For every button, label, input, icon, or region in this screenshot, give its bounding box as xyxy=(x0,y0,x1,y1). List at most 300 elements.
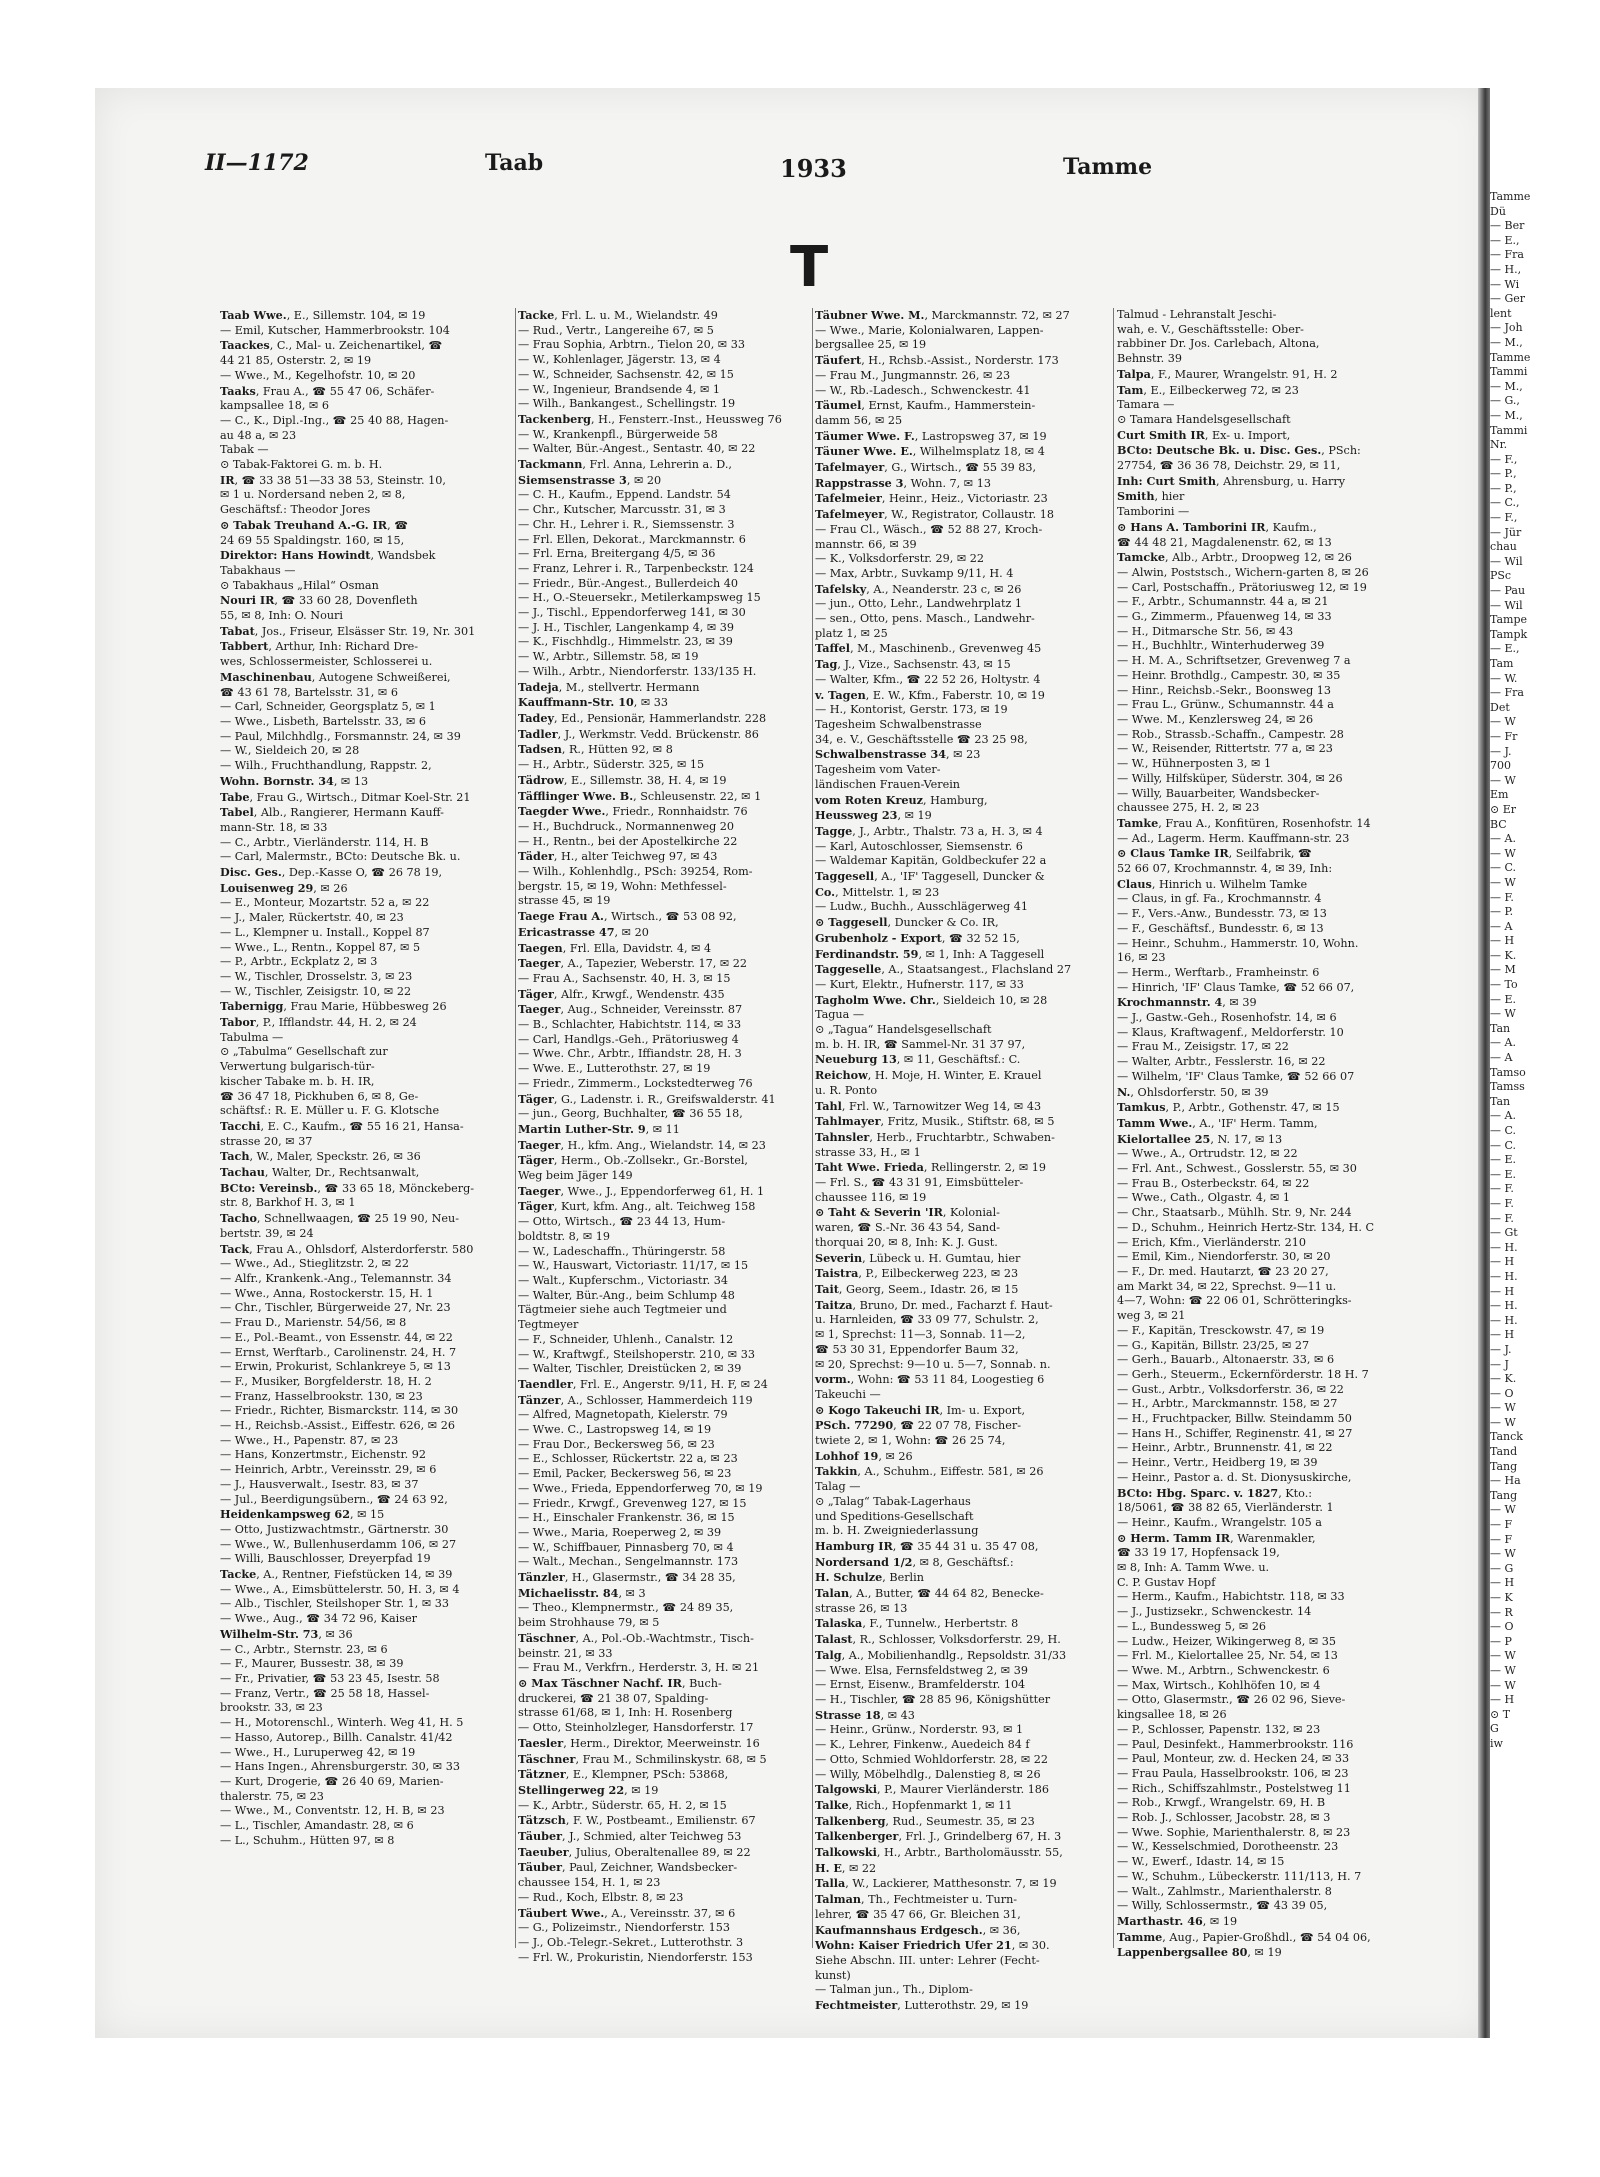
directory-entry-line: bertstr. 39, ✉ 24 xyxy=(220,1226,314,1240)
directory-entry-line: Tadeja, M., stellvertr. Hermann xyxy=(518,679,700,694)
directory-entry-line: kingsallee 18, ✉ 26 xyxy=(1117,1708,1227,1722)
directory-entry-line: — W., Schiffbauer, Pinnasberg 70, ✉ 4 xyxy=(518,1540,734,1554)
adjacent-page-fragment: — C. xyxy=(1490,861,1517,875)
directory-entry-line: Tacke, A., Rentner, Fiefstücken 14, ✉ 39 xyxy=(220,1567,453,1582)
directory-entry-line: Tamme, Aug., Papier-Großhdl., ☎ 54 04 06, xyxy=(1117,1929,1371,1944)
directory-entry-line: — sen., Otto, pens. Masch., Landwehr- xyxy=(815,612,1035,626)
directory-entry-line: — Willy, Schlossermstr., ☎ 43 39 05, xyxy=(1117,1899,1328,1913)
adjacent-page-fragment: lent xyxy=(1490,306,1512,320)
directory-entry-line: — Otto, Justizwachtmstr., Gärtnerstr. 30 xyxy=(220,1522,449,1536)
adjacent-page-fragment: — W xyxy=(1490,1663,1516,1677)
directory-entry-line: — Erwin, Prokurist, Schlankreye 5, ✉ 13 xyxy=(220,1360,451,1374)
directory-entry-line: — H., O.-Steuersekr., Metilerkampsweg 15 xyxy=(518,591,761,605)
adjacent-page-fragment: — C. xyxy=(1490,1124,1517,1137)
directory-entry-line: Kaufmannshaus Erdgesch., ✉ 36, xyxy=(815,1922,1021,1937)
directory-entry-line: — Chr., Staatsarb., Mühlh. Str. 9, Nr. 244 xyxy=(1117,1206,1352,1220)
adjacent-page-fragment: Em xyxy=(1490,788,1509,802)
directory-entry-line: Taaks, Frau A., ☎ 55 47 06, Schäfer- xyxy=(220,383,435,398)
adjacent-page-fragment: — H. xyxy=(1490,1299,1518,1313)
adjacent-page-fragment: — K xyxy=(1490,1591,1513,1604)
directory-entry-line: Tahnsler, Herb., Fruchtarbtr., Schwaben- xyxy=(815,1129,1055,1144)
directory-entry-line: Talg, A., Mobilienhandlg., Repsoldstr. 31/33 xyxy=(815,1647,1067,1662)
directory-entry-line: PSch. 77290, ☎ 22 07 78, Fischer- xyxy=(815,1418,1021,1433)
directory-entry-line: ☎ 44 48 21, Magdalenenstr. 62, ✉ 13 xyxy=(1117,535,1332,549)
adjacent-page-fragment: Dü xyxy=(1490,204,1506,218)
directory-entry-line: — Jul., Beerdigungsübern., ☎ 24 63 92, xyxy=(220,1492,448,1506)
directory-entry-line: — Kurt, Drogerie, ☎ 26 40 69, Marien- xyxy=(220,1774,444,1788)
adjacent-page-fragment: Tanck xyxy=(1490,1430,1523,1444)
adjacent-page-fragment: ⊙ T xyxy=(1490,1707,1511,1721)
directory-entry-line: Taendler, Frl. E., Angerstr. 9/11, H. F, ✉ 24 xyxy=(518,1376,768,1391)
directory-entry-line: Ferdinandstr. 59, ✉ 1, Inh: A Taggesell xyxy=(815,946,1045,961)
directory-entry-line: — Emil, Packer, Beckersweg 56, ✉ 23 xyxy=(518,1467,732,1481)
adjacent-page-fragment: — M., xyxy=(1490,379,1523,393)
adjacent-page-fragment: — Jür xyxy=(1490,525,1522,539)
directory-entry-line: Krochmannstr. 4, ✉ 39 xyxy=(1117,995,1257,1010)
directory-entry-line: — W., Ladeschaffn., Thüringerstr. 58 xyxy=(518,1244,726,1258)
directory-entry-line: ⊙ Tabak-Faktorei G. m. b. H. xyxy=(220,458,383,472)
directory-entry-line: — Kurt, Elektr., Hufnerstr. 117, ✉ 33 xyxy=(815,977,1024,991)
directory-entry-line: 55, ✉ 8, Inh: O. Nouri xyxy=(220,609,343,623)
directory-entry-line: thalerstr. 75, ✉ 23 xyxy=(220,1789,324,1803)
directory-entry-line: Taege Frau A., Wirtsch., ☎ 53 08 92, xyxy=(518,909,737,924)
directory-entry-line: — Walter, Bür.-Angest., Sentastr. 40, ✉ 22 xyxy=(518,442,756,456)
directory-entry-line: — jun., Georg, Buchhalter, ☎ 36 55 18, xyxy=(518,1107,743,1121)
directory-entry-line: — K., Fischhdlg., Himmelstr. 23, ✉ 39 xyxy=(518,635,733,649)
adjacent-page-fragment: 700 xyxy=(1490,759,1511,773)
directory-entry-line: — Wilh., Bankangest., Schellingstr. 19 xyxy=(518,397,736,411)
directory-entry-line: 16, ✉ 23 xyxy=(1117,951,1166,965)
directory-entry-line: Severin, Lübeck u. H. Gumtau, hier xyxy=(815,1250,1021,1265)
directory-entry-line: rabbiner Dr. Jos. Carlebach, Altona, xyxy=(1117,337,1320,351)
directory-entry-line: Tagesheim vom Vater- xyxy=(815,763,941,777)
directory-entry-line: Taackes, C., Mal- u. Zeichenartikel, ☎ xyxy=(220,338,443,353)
directory-entry-line: — Willy, Möbelhdlg., Dalenstieg 8, ✉ 26 xyxy=(815,1767,1041,1781)
directory-entry-line: strasse 45, ✉ 19 xyxy=(518,894,611,908)
directory-entry-line: — Ludw., Heizer, Wikingerweg 8, ✉ 35 xyxy=(1117,1634,1337,1648)
directory-column-1 xyxy=(220,308,525,1953)
adjacent-page-fragment: BC xyxy=(1490,817,1507,831)
adjacent-page-fragment: — Wil xyxy=(1490,598,1523,612)
adjacent-page-fragment: — J xyxy=(1490,1357,1509,1371)
directory-entry-line: — Willi, Bauschlosser, Dreyerpfad 19 xyxy=(220,1552,431,1566)
directory-entry-line: Tänzer, A., Schlosser, Hammerdeich 119 xyxy=(518,1392,753,1407)
directory-entry-line: Marthastr. 46, ✉ 19 xyxy=(1117,1913,1238,1928)
adjacent-page-fragment: Tampe xyxy=(1490,613,1528,627)
directory-entry-line: Tacho, Schnellwaagen, ☎ 25 19 90, Neu- xyxy=(220,1211,459,1226)
adjacent-page-fragment: — F xyxy=(1490,1518,1513,1532)
directory-entry-line: strasse 20, ✉ 37 xyxy=(220,1134,313,1148)
directory-entry-line: — Frl. Erna, Breitergang 4/5, ✉ 36 xyxy=(518,547,716,561)
directory-entry-line: Tegtmeyer xyxy=(518,1318,579,1332)
directory-entry-line: Tacke, Frl. L. u. M., Wielandstr. 49 xyxy=(518,308,718,322)
directory-entry-line: Lappenbergsallee 80, ✉ 19 xyxy=(1117,1945,1282,1960)
adjacent-page-fragment: — To xyxy=(1490,978,1518,992)
directory-entry-line: Takkin, A., Schuhm., Eiffestr. 581, ✉ 26 xyxy=(815,1464,1044,1479)
adjacent-page-fragment: — Ger xyxy=(1490,292,1526,306)
directory-entry-line: BCto: Deutsche Bk. u. Disc. Ges., PSch: xyxy=(1117,443,1361,458)
directory-entry-line: — Wwe. C., Lastropsweg 14, ✉ 19 xyxy=(518,1423,712,1437)
directory-entry-line: — Frl. W., Prokuristin, Niendorferstr. 153 xyxy=(518,1950,753,1964)
directory-entry-line: Neueburg 13, ✉ 11, Geschäftsf.: C. xyxy=(815,1052,1021,1067)
adjacent-page-fragment: — Fra xyxy=(1490,686,1524,700)
directory-entry-line: Direktor: Hans Howindt, Wandsbek xyxy=(220,548,436,563)
directory-entry-line: Talkenberger, Frl. J., Grindelberg 67, H. 3 xyxy=(815,1829,1062,1844)
directory-entry-line: bergsallee 25, ✉ 19 xyxy=(815,338,927,352)
directory-entry-line: — Rob., Strassb.-Schaffn., Campestr. 28 xyxy=(1117,727,1344,741)
directory-entry-line: ☎ 43 61 78, Bartelsstr. 31, ✉ 6 xyxy=(220,685,398,699)
directory-entry-line: ⊙ Max Täschner Nachf. IR, Buch- xyxy=(518,1675,722,1690)
page-number: II—1172 xyxy=(205,150,309,176)
directory-entry-line: boldtstr. 8, ✉ 19 xyxy=(518,1229,610,1243)
directory-entry-line: — Wwe., A., Eimsbüttelerstr. 50, H. 3, ✉ 4 xyxy=(220,1582,460,1596)
directory-entry-line: Täger, Herm., Ob.-Zollsekr., Gr.-Borstel, xyxy=(518,1153,748,1168)
directory-entry-line: Taggesell, A., 'IF' Taggesell, Duncker & xyxy=(815,869,1045,884)
directory-entry-line: Weg beim Jäger 149 xyxy=(518,1169,633,1183)
directory-entry-line: — Frau Sophia, Arbtrn., Tielon 20, ✉ 33 xyxy=(518,338,745,352)
directory-entry-line: Talan, A., Butter, ☎ 44 64 82, Benecke- xyxy=(815,1586,1044,1601)
directory-entry-line: und Speditions-Gesellschaft xyxy=(815,1509,974,1523)
directory-entry-line: — E., Pol.-Beamt., von Essenstr. 44, ✉ 22 xyxy=(220,1330,453,1344)
directory-entry-line: Tabak — xyxy=(220,443,269,457)
directory-entry-line: — Heinr., Grünw., Norderstr. 93, ✉ 1 xyxy=(815,1723,1024,1737)
directory-entry-line: — H., Reichsb.-Assist., Eiffestr. 626, ✉ 26 xyxy=(220,1419,455,1433)
adjacent-page-fragment: Tand xyxy=(1490,1445,1518,1459)
directory-entry-line: — B., Schlachter, Habichtstr. 114, ✉ 33 xyxy=(518,1018,742,1032)
directory-entry-line: 4—7, Wohn: ☎ 22 06 01, Schrötteringks- xyxy=(1117,1294,1352,1308)
adjacent-page-fragment: — F xyxy=(1490,1532,1513,1546)
directory-entry-line: Taistra, P., Eilbeckerweg 223, ✉ 23 xyxy=(815,1266,1019,1281)
directory-entry-line: N., Ohlsdorferstr. 50, ✉ 39 xyxy=(1117,1084,1269,1099)
directory-entry-line: — Frau Paula, Hasselbrookstr. 106, ✉ 23 xyxy=(1117,1766,1349,1780)
directory-entry-line: — Heinr. Brothdlg., Campestr. 30, ✉ 35 xyxy=(1117,668,1341,682)
directory-entry-line: — W., Krankenpfl., Bürgerweide 58 xyxy=(518,427,718,441)
directory-entry-line: — W., Tischler, Zeisigstr. 10, ✉ 22 xyxy=(220,984,412,998)
directory-entry-line: Verwertung bulgarisch-tür- xyxy=(220,1060,375,1074)
adjacent-page-fragment: — G., xyxy=(1490,394,1520,408)
directory-entry-line: — Heinr., Vertr., Heidberg 19, ✉ 39 xyxy=(1117,1456,1318,1470)
directory-entry-line: Nordersand 1/2, ✉ 8, Geschäftsf.: xyxy=(815,1554,1014,1569)
adjacent-page-fragment: Tamso xyxy=(1490,1065,1526,1079)
directory-entry-line: — Wwe. M., Arbtrn., Schwenckestr. 6 xyxy=(1117,1663,1330,1677)
directory-entry-line: ⊙ Tabakhaus „Hilal“ Osman xyxy=(220,578,379,592)
directory-entry-line: Tabbert, Arthur, Inh: Richard Dre- xyxy=(220,639,419,654)
directory-entry-line: — Wwe., H., Papenstr. 87, ✉ 23 xyxy=(220,1433,399,1447)
directory-entry-line: Täger, Alfr., Krwgf., Wendenstr. 435 xyxy=(518,986,725,1001)
directory-entry-line: ⊙ Taggesell, Duncker & Co. IR, xyxy=(815,915,999,930)
directory-entry-line: damm 56, ✉ 25 xyxy=(815,413,903,427)
directory-entry-line: — K., Arbtr., Süderstr. 65, H. 2, ✉ 15 xyxy=(518,1798,727,1812)
adjacent-page-edge xyxy=(1490,190,1600,1950)
directory-entry-line: Taegen, Frl. Ella, Davidstr. 4, ✉ 4 xyxy=(518,940,712,955)
adjacent-page-fragment: — W xyxy=(1490,875,1516,889)
directory-entry-line: 52 66 07, Krochmannstr. 4, ✉ 39, Inh: xyxy=(1117,862,1333,876)
directory-entry-line: Louisenweg 29, ✉ 26 xyxy=(220,880,348,895)
adjacent-page-fragment: Tammi xyxy=(1490,365,1528,379)
directory-entry-line: — Wwe., W., Bullenhuserdamm 106, ✉ 27 xyxy=(220,1537,457,1551)
directory-entry-line: bergstr. 15, ✉ 19, Wohn: Methfessel- xyxy=(518,879,727,893)
directory-entry-line: Tabat, Jos., Friseur, Elsässer Str. 19, Nr. 301 xyxy=(220,623,476,638)
directory-entry-line: ⊙ Tamara Handelsgesellschaft xyxy=(1117,412,1291,426)
adjacent-page-fragment: — P. xyxy=(1490,905,1514,919)
directory-entry-line: — H., Rentn., bei der Apostelkirche 22 xyxy=(518,834,738,848)
adjacent-page-fragment: — H xyxy=(1490,1255,1515,1269)
directory-entry-line: — E., Monteur, Mozartstr. 52 a, ✉ 22 xyxy=(220,896,430,910)
adjacent-page-fragment: Tam xyxy=(1490,657,1514,670)
directory-entry-line: — Otto, Steinholzleger, Hansdorferstr. 17 xyxy=(518,1721,754,1735)
directory-entry-line: m. b. H. Zweigniederlassung xyxy=(815,1524,979,1538)
directory-entry-line: — Emil, Kim., Niendorferstr. 30, ✉ 20 xyxy=(1117,1250,1331,1264)
adjacent-page-fragment: — H. xyxy=(1490,1269,1518,1283)
directory-entry-line: BCto: Hbg. Sparc. v. 1827, Kto.: xyxy=(1117,1485,1313,1500)
adjacent-page-fragment: — J. xyxy=(1490,744,1512,758)
directory-entry-line: Täumel, Ernst, Kaufm., Hammerstein- xyxy=(815,398,1036,413)
directory-entry-line: Taesler, Herm., Direktor, Meerweinstr. 16 xyxy=(518,1735,760,1750)
directory-entry-line: — Wwe., Anna, Rostockerstr. 15, H. 1 xyxy=(220,1286,434,1300)
directory-entry-line: — C., Arbtr., Vierländerstr. 114, H. B xyxy=(220,835,429,849)
adjacent-page-fragment: chau xyxy=(1490,540,1517,554)
directory-entry-line: — H., Fruchtpacker, Billw. Steindamm 50 xyxy=(1117,1412,1352,1426)
adjacent-page-fragment: — E. xyxy=(1490,1167,1517,1181)
directory-entry-line: Talkowski, H., Arbtr., Bartholomäusstr. 55, xyxy=(815,1845,1063,1860)
directory-entry-line: Tafelsky, A., Neanderstr. 23 c, ✉ 26 xyxy=(815,581,1022,596)
directory-entry-line: — Hasso, Autorep., Billh. Canalstr. 41/42 xyxy=(220,1730,453,1744)
directory-entry-line: ☎ 53 30 31, Eppendorfer Baum 32, xyxy=(815,1342,1019,1356)
directory-entry-line: — Walter, Kfm., ☎ 22 52 26, Holtystr. 4 xyxy=(815,672,1041,686)
directory-entry-line: Rappstrasse 3, Wohn. 7, ✉ 13 xyxy=(815,475,991,490)
adjacent-page-fragment: — A. xyxy=(1490,832,1516,846)
directory-entry-line: Hamburg IR, ☎ 35 44 31 u. 35 47 08, xyxy=(815,1538,1039,1553)
directory-entry-line: — F., Arbtr., Schumannstr. 44 a, ✉ 21 xyxy=(1117,595,1329,609)
directory-entry-line: beim Strohhause 79, ✉ 5 xyxy=(518,1616,660,1630)
directory-entry-line: — J., Gastw.-Geh., Rosenhofstr. 14, ✉ 6 xyxy=(1117,1011,1337,1025)
adjacent-page-fragment: — F. xyxy=(1490,1196,1514,1210)
directory-entry-line: — Friedr., Zimmerm., Lockstedterweg 76 xyxy=(518,1076,753,1090)
adjacent-page-fragment: Tamme xyxy=(1490,190,1531,203)
directory-entry-line: — Ad., Lagerm. Herm. Kauffmann-str. 23 xyxy=(1117,831,1350,845)
directory-entry-line: ☎ 33 19 17, Hopfensack 19, xyxy=(1117,1546,1280,1560)
directory-entry-line: str. 8, Barkhof H. 3, ✉ 1 xyxy=(220,1196,356,1210)
directory-entry-line: — W., Schuhm., Lübeckerstr. 111/113, H. 7 xyxy=(1117,1869,1362,1883)
directory-entry-line: — G., Zimmerm., Pfauenweg 14, ✉ 33 xyxy=(1117,610,1332,624)
adjacent-page-fragment: Tang xyxy=(1490,1459,1518,1473)
directory-entry-line: — H., Kontorist, Gerstr. 173, ✉ 19 xyxy=(815,703,1008,717)
directory-entry-line: — L., Klempner u. Install., Koppel 87 xyxy=(220,925,430,939)
directory-entry-line: — Rud., Koch, Elbstr. 8, ✉ 23 xyxy=(518,1890,684,1904)
directory-entry-line: m. b. H. IR, ☎ Sammel-Nr. 31 37 97, xyxy=(815,1037,1026,1051)
directory-entry-line: — Wwe. M., Kenzlersweg 24, ✉ 26 xyxy=(1117,712,1314,726)
directory-entry-line: Tagua — xyxy=(815,1008,865,1022)
directory-entry-line: — Franz, Lehrer i. R., Tarpenbeckstr. 124 xyxy=(518,561,754,575)
directory-entry-line: — Wilh., Kohlenhdlg., PSch: 39254, Rom- xyxy=(518,865,753,879)
adjacent-page-fragment: PSc xyxy=(1490,569,1512,583)
adjacent-page-fragment: — W xyxy=(1490,846,1516,860)
directory-entry-line: — Friedr., Richter, Bismarckstr. 114, ✉ 30 xyxy=(220,1404,459,1418)
directory-entry-line: — Herm., Werftarb., Framheinstr. 6 xyxy=(1117,965,1320,979)
adjacent-page-fragment: — Joh xyxy=(1490,321,1523,335)
directory-entry-line: Tahl, Frl. W., Tarnowitzer Weg 14, ✉ 43 xyxy=(815,1098,1042,1113)
directory-entry-line: Tafelmeier, Heinr., Heiz., Victoriastr. 23 xyxy=(815,491,1048,506)
directory-entry-line: Taab Wwe., E., Sillemstr. 104, ✉ 19 xyxy=(220,308,426,322)
directory-entry-line: ländischen Frauen-Verein xyxy=(815,777,960,791)
directory-entry-line: Talke, Rich., Hopfenmarkt 1, ✉ 11 xyxy=(815,1797,1013,1812)
directory-entry-line: Tätzner, E., Klempner, PSch: 53868, xyxy=(518,1767,729,1782)
adjacent-page-fragment: — Wi xyxy=(1490,277,1520,291)
directory-entry-line: Tagge, J., Arbtr., Thalstr. 73 a, H. 3, ✉ 4 xyxy=(815,823,1043,838)
adjacent-page-fragment: Tampk xyxy=(1490,627,1528,641)
directory-entry-line: Tabor, P., Ifflandstr. 44, H. 2, ✉ 24 xyxy=(220,1015,417,1030)
directory-entry-line: Talmud - Lehranstalt Jeschi- xyxy=(1117,308,1277,321)
directory-entry-line: — Klaus, Kraftwagenf., Meldorferstr. 10 xyxy=(1117,1025,1344,1039)
directory-entry-line: u. Harnleiden, ☎ 33 09 77, Schulstr. 2, xyxy=(815,1313,1039,1327)
directory-entry-line: — W., Kesselschmied, Dorotheenstr. 23 xyxy=(1117,1840,1339,1854)
directory-entry-line: Tägtmeier siehe auch Tegtmeier und xyxy=(518,1303,727,1317)
directory-entry-line: — Chr. H., Lehrer i. R., Siemssenstr. 3 xyxy=(518,517,735,531)
directory-entry-line: — Alfred, Magnetopath, Kielerstr. 79 xyxy=(518,1408,728,1422)
adjacent-page-fragment: — J. xyxy=(1490,1342,1512,1356)
directory-entry-line: 27754, ☎ 36 36 78, Deichstr. 29, ✉ 11, xyxy=(1117,459,1341,473)
directory-entry-line: Tagholm Wwe. Chr., Sieldeich 10, ✉ 28 xyxy=(815,992,1048,1007)
directory-entry-line: — W., Ewerf., Idastr. 14, ✉ 15 xyxy=(1117,1855,1285,1869)
directory-entry-line: — P., Arbtr., Eckplatz 2, ✉ 3 xyxy=(220,955,378,969)
directory-entry-line: Wohn: Kaiser Friedrich Ufer 21, ✉ 30. xyxy=(815,1938,1050,1953)
directory-entry-line: twiete 2, ✉ 1, Wohn: ☎ 26 25 74, xyxy=(815,1434,1006,1448)
directory-entry-line: — Frau Dor., Beckersweg 56, ✉ 23 xyxy=(518,1437,715,1451)
page-header xyxy=(205,150,1205,190)
directory-entry-line: vorm., Wohn: ☎ 53 11 84, Loogestieg 6 xyxy=(815,1372,1045,1387)
directory-entry-line: — Franz, Vertr., ☎ 25 58 18, Hassel- xyxy=(220,1686,430,1700)
directory-entry-line: Täubert Wwe., A., Vereinsstr. 37, ✉ 6 xyxy=(518,1905,736,1920)
adjacent-page-fragment: — Pau xyxy=(1490,584,1526,598)
directory-entry-line: Kauffmann-Str. 10, ✉ 33 xyxy=(518,695,669,710)
directory-entry-line: BCto: Vereinsb., ☎ 33 65 18, Mönckeberg- xyxy=(220,1180,475,1195)
book-spine xyxy=(1478,88,1490,2038)
directory-entry-line: Heidenkampsweg 62, ✉ 15 xyxy=(220,1507,385,1522)
directory-entry-line: — H., Motorenschl., Winterh. Weg 41, H. 5 xyxy=(220,1716,464,1730)
directory-entry-line: Stellingerweg 22, ✉ 19 xyxy=(518,1782,659,1797)
directory-entry-line: strasse 26, ✉ 13 xyxy=(815,1601,908,1615)
directory-entry-line: — Walt., Mechan., Sengelmannstr. 173 xyxy=(518,1555,739,1569)
directory-entry-line: — W., Sieldeich 20, ✉ 28 xyxy=(220,744,360,758)
directory-entry-line: — E., Schlosser, Rückertstr. 22 a, ✉ 23 xyxy=(518,1452,738,1466)
directory-entry-line: — Gust., Arbtr., Volksdorferstr. 36, ✉ 22 xyxy=(1117,1382,1344,1396)
directory-entry-line: Taegder Wwe., Friedr., Ronnhaidstr. 76 xyxy=(518,804,748,819)
directory-entry-line: Siemsenstrasse 3, ✉ 20 xyxy=(518,472,662,487)
directory-entry-line: — Heinr., Schuhm., Hammerstr. 10, Wohn. xyxy=(1117,936,1359,950)
adjacent-page-fragment: Nr. xyxy=(1490,438,1508,452)
directory-entry-line: — Rob. J., Schlosser, Jacobstr. 28, ✉ 3 xyxy=(1117,1811,1331,1825)
directory-entry-line: — F., Geschäftsf., Bundesstr. 6, ✉ 13 xyxy=(1117,921,1324,935)
first-entry-keyword: Taab xyxy=(485,150,544,176)
directory-entry-line: — Hinrich, 'IF' Claus Tamke, ☎ 52 66 07, xyxy=(1117,980,1355,994)
directory-entry-line: Lohhof 19, ✉ 26 xyxy=(815,1448,913,1463)
directory-entry-line: H. E, ✉ 22 xyxy=(815,1860,877,1875)
directory-entry-line: — H., Buchdruck., Normannenweg 20 xyxy=(518,819,735,833)
adjacent-page-fragment: — W xyxy=(1490,1007,1516,1021)
directory-entry-line: — H., Buchhltr., Winterhuderweg 39 xyxy=(1117,639,1325,653)
directory-entry-line: — Willy, Bauarbeiter, Wandsbecker- xyxy=(1117,786,1320,800)
directory-entry-line: — Frau M., Jungmannstr. 26, ✉ 23 xyxy=(815,368,1011,382)
directory-entry-line: — Fr., Privatier, ☎ 53 23 45, Isestr. 58 xyxy=(220,1671,440,1685)
directory-entry-line: — Chr., Kutscher, Marcusstr. 31, ✉ 3 xyxy=(518,503,726,517)
directory-entry-line: Kielortallee 25, N. 17, ✉ 13 xyxy=(1117,1131,1283,1146)
directory-entry-line: Tamborini — xyxy=(1117,505,1190,519)
directory-entry-line: — Wwe. Chr., Arbtr., Iffiandstr. 28, H. 3 xyxy=(518,1047,742,1061)
adjacent-page-fragment: — Ber xyxy=(1490,219,1525,233)
directory-entry-line: — Erich, Kfm., Vierländerstr. 210 xyxy=(1117,1235,1307,1249)
adjacent-page-fragment: — W xyxy=(1490,1401,1516,1415)
directory-entry-line: — G., Polizeimstr., Niendorferstr. 153 xyxy=(518,1921,731,1935)
directory-column-3 xyxy=(815,308,1120,2013)
adjacent-page-fragment: — E., xyxy=(1490,233,1520,247)
directory-entry-line: 34, e. V., Geschäftsstelle ☎ 23 25 98, xyxy=(815,732,1028,746)
directory-entry-line: Tänzler, H., Glasermstr., ☎ 34 28 35, xyxy=(518,1570,736,1585)
directory-entry-line: — Franz, Hasselbrookstr. 130, ✉ 23 xyxy=(220,1389,423,1403)
directory-entry-line: ✉ 1 u. Nordersand neben 2, ✉ 8, xyxy=(220,488,406,502)
adjacent-page-fragment: — E. xyxy=(1490,1153,1517,1167)
directory-entry-line: — Theo., Klempnermstr., ☎ 24 89 35, xyxy=(518,1601,734,1615)
directory-entry-line: vom Roten Kreuz, Hamburg, xyxy=(815,792,988,807)
directory-entry-line: kampsallee 18, ✉ 6 xyxy=(220,399,329,413)
directory-entry-line: — Hinr., Reichsb.-Sekr., Boonsweg 13 xyxy=(1117,683,1332,697)
directory-entry-line: — H. M. A., Schriftsetzer, Grevenweg 7 a xyxy=(1117,654,1351,668)
directory-entry-line: — Waldemar Kapitän, Goldbeckufer 22 a xyxy=(815,854,1047,868)
adjacent-page-fragment: — F. xyxy=(1490,1182,1514,1196)
directory-entry-line: — F., Musiker, Borgfelderstr. 18, H. 2 xyxy=(220,1374,432,1388)
directory-entry-line: thorquai 20, ✉ 8, Inh: K. J. Gust. xyxy=(815,1235,998,1249)
adjacent-page-fragment: — O xyxy=(1490,1620,1514,1634)
directory-entry-line: Taeger, Aug., Schneider, Vereinsstr. 87 xyxy=(518,1002,743,1017)
directory-entry-line: Heussweg 23, ✉ 19 xyxy=(815,808,932,823)
directory-entry-line: — Frau A., Sachsenstr. 40, H. 3, ✉ 15 xyxy=(518,971,731,985)
directory-entry-line: — Wwe., M., Kegelhofstr. 10, ✉ 20 xyxy=(220,368,416,382)
directory-entry-line: chaussee 116, ✉ 19 xyxy=(815,1190,927,1204)
adjacent-page-fragment: — C., xyxy=(1490,496,1520,510)
directory-entry-line: wah, e. V., Geschäftsstelle: Ober- xyxy=(1117,322,1304,336)
directory-entry-line: u. R. Ponto xyxy=(815,1083,878,1097)
directory-entry-line: kunst) xyxy=(815,1968,851,1982)
adjacent-page-fragment: Tamme xyxy=(1490,350,1531,364)
directory-entry-line: — Chr., Tischler, Bürgerweide 27, Nr. 23 xyxy=(220,1301,451,1315)
directory-entry-line: Ericastrasse 47, ✉ 20 xyxy=(518,924,649,939)
directory-entry-line: Talla, W., Lackierer, Matthesonstr. 7, ✉ 19 xyxy=(815,1876,1057,1891)
directory-entry-line: H. Schulze, Berlin xyxy=(815,1570,924,1585)
directory-entry-line: Tabernigg, Frau Marie, Hübbesweg 26 xyxy=(220,999,447,1014)
adjacent-page-fragment: Tammi xyxy=(1490,423,1528,437)
adjacent-page-fragment: — M., xyxy=(1490,335,1523,349)
adjacent-page-fragment: — H xyxy=(1490,934,1515,948)
directory-entry-line: C. P. Gustav Hopf xyxy=(1117,1575,1216,1589)
directory-entry-line: — F., Maurer, Bussestr. 38, ✉ 39 xyxy=(220,1657,404,1671)
directory-entry-line: schäftsf.: R. E. Müller u. F. G. Klotsche xyxy=(220,1104,440,1118)
directory-entry-line: Tagesheim Schwalbenstrasse xyxy=(815,717,982,731)
adjacent-page-fragment: — M., xyxy=(1490,408,1523,422)
directory-entry-line: — Wwe., A., Ortrudstr. 12, ✉ 22 xyxy=(1117,1147,1298,1161)
directory-entry-line: — J., Maler, Rückertstr. 40, ✉ 23 xyxy=(220,911,404,925)
directory-entry-line: au 48 a, ✉ 23 xyxy=(220,428,297,442)
adjacent-page-fragment: — E., xyxy=(1490,642,1520,656)
adjacent-page-fragment: — P xyxy=(1490,1634,1512,1648)
directory-entry-line: mannstr. 66, ✉ 39 xyxy=(815,537,917,551)
directory-entry-line: Tachau, Walter, Dr., Rechtsanwalt, xyxy=(220,1165,420,1180)
directory-entry-line: Wohn. Bornstr. 34, ✉ 13 xyxy=(220,773,369,788)
adjacent-page-fragment: Tan xyxy=(1490,1021,1511,1035)
adjacent-page-fragment: G xyxy=(1490,1722,1499,1736)
directory-entry-line: — Rich., Schiffszahlmstr., Postelstweg 11 xyxy=(1117,1781,1351,1795)
directory-entry-line: — Heinr., Kaufm., Wrangelstr. 105 a xyxy=(1117,1515,1322,1529)
directory-entry-line: Claus, Hinrich u. Wilhelm Tamke xyxy=(1117,876,1308,891)
directory-entry-line: — Ludw., Buchh., Ausschlägerweg 41 xyxy=(815,900,1028,914)
